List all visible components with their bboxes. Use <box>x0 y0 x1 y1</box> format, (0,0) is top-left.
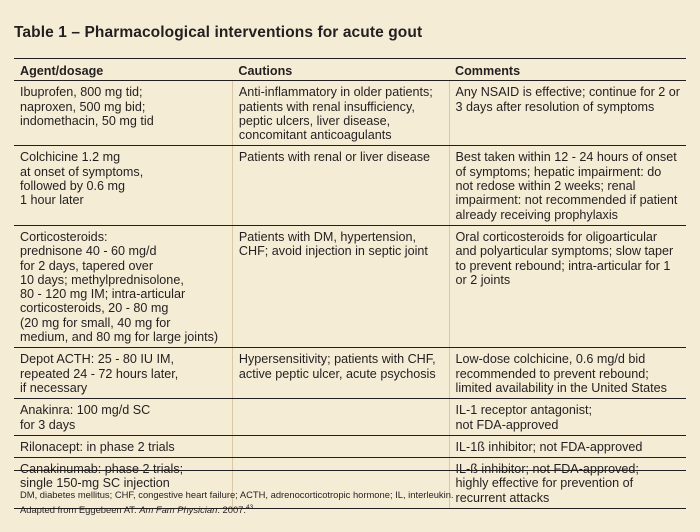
cautions-cell <box>232 399 449 436</box>
table-row <box>14 225 686 347</box>
agent-cell <box>14 399 232 436</box>
cell-line: active peptic ulcer, acute psychosis <box>238 366 436 381</box>
cell-line: patients with renal insufficiency, <box>238 99 415 114</box>
cell-line: for 3 days <box>20 417 76 432</box>
bottom-rule <box>14 470 686 471</box>
cell-line: concomitant anticoagulants <box>238 128 392 143</box>
cell-line: 10 days; methylprednisolone, <box>20 272 184 287</box>
cell-line: peptic ulcers, liver disease, <box>238 113 391 128</box>
comments-cell <box>449 399 686 436</box>
cell-line: limited availability in the United States <box>455 380 667 395</box>
footnote-source <box>20 504 253 515</box>
cell-line: 3 days after resolution of symptoms <box>455 99 655 114</box>
table-row <box>14 399 686 436</box>
comments-cell <box>449 146 686 225</box>
cell-line: Ibuprofen, 800 mg tid; <box>20 85 143 100</box>
cell-line: Anti-inflammatory in older patients; <box>238 85 433 100</box>
cautions-cell <box>232 225 449 347</box>
cell-line: Depot ACTH: 25 - 80 IU IM, <box>20 352 174 367</box>
agent-cell <box>14 348 232 399</box>
cell-line: recurrent attacks <box>455 490 550 505</box>
table-row <box>14 348 686 399</box>
cell-line: prednisone 40 - 60 mg/d <box>20 244 157 259</box>
cell-line: followed by 0.6 mg <box>20 179 126 194</box>
cell-line: Any NSAID is effective; continue for 2 or <box>455 85 680 100</box>
cell-line: 80 - 120 mg IM; intra-articular <box>20 287 186 302</box>
cell-line: Rilonacept: in phase 2 trials <box>20 439 175 454</box>
cell-line: already receiving prophylaxis <box>455 207 618 222</box>
cautions-cell <box>232 348 449 399</box>
cell-line: CHF; avoid injection in septic joint <box>238 244 428 259</box>
cell-line: indomethacin, 50 mg tid <box>20 113 154 128</box>
cell-line: Colchicine 1.2 mg <box>20 150 121 165</box>
cell-line: to prevent rebound; intra-articular for 1 <box>455 258 671 273</box>
header-agent: Agent/dosage <box>14 59 232 81</box>
cell-line: naproxen, 500 mg bid; <box>20 99 146 114</box>
table-body <box>14 81 686 509</box>
agent-cell <box>14 435 232 457</box>
cell-line: not FDA-approved <box>455 417 559 432</box>
cell-line: (20 mg for small, 40 mg for <box>20 315 171 330</box>
cell-line: repeated 24 - 72 hours later, <box>20 366 179 381</box>
source-prefix: Adapted from Eggebeen AT. <box>20 504 140 516</box>
source-journal: Am Fam Physician <box>139 504 218 516</box>
cautions-cell <box>232 435 449 457</box>
table-row <box>14 458 686 509</box>
interventions-table <box>14 58 686 509</box>
cell-line: IL-ß inhibitor; not FDA-approved; <box>455 462 639 477</box>
agent-cell <box>14 458 232 509</box>
cell-line: Oral corticosteroids for oligoarticular <box>455 229 658 244</box>
agent-cell <box>14 81 232 146</box>
cell-line: single 150-mg SC injection <box>20 476 170 491</box>
cell-line: Anakinra: 100 mg/d SC <box>20 403 151 418</box>
agent-cell <box>14 146 232 225</box>
header-cautions: Cautions <box>232 59 449 81</box>
cell-line: Low-dose colchicine, 0.6 mg/d bid <box>455 352 646 367</box>
cell-line: not redose within 2 weeks; renal <box>455 179 636 194</box>
cell-line: Canakinumab: phase 2 trials; <box>20 462 184 477</box>
comments-cell <box>449 348 686 399</box>
table-row <box>14 435 686 457</box>
cautions-cell <box>232 146 449 225</box>
cell-line: impairment: not recommended if patient <box>455 193 678 208</box>
source-suffix: . 2007. <box>217 504 247 516</box>
cell-line: Patients with DM, hypertension, <box>238 229 416 244</box>
comments-cell <box>449 225 686 347</box>
cell-line: Corticosteroids: <box>20 229 108 244</box>
cell-line: if necessary <box>20 380 88 395</box>
header-row <box>14 59 686 81</box>
cell-line: IL-1ß inhibitor; not FDA-approved <box>455 439 643 454</box>
agent-cell <box>14 225 232 347</box>
cell-line: 1 hour later <box>20 193 84 208</box>
cell-line: for 2 days, tapered over <box>20 258 154 273</box>
cell-line: of symptoms; hepatic impairment: do <box>455 164 662 179</box>
comments-cell <box>449 81 686 146</box>
cautions-cell <box>232 458 449 509</box>
cell-line: Hypersensitivity; patients with CHF, <box>238 352 436 367</box>
footnote-abbreviations: DM, diabetes mellitus; CHF, congestive heart failure; ACTH, adrenocorticotropic hormone; IL, interleukin. <box>20 489 454 500</box>
comments-cell <box>449 458 686 509</box>
cell-line: or 2 joints <box>455 272 511 287</box>
cell-line: Best taken within 12 - 24 hours of onset <box>455 150 677 165</box>
source-ref: 43 <box>246 504 254 511</box>
cell-line: at onset of symptoms, <box>20 164 144 179</box>
cell-line: medium, and 80 mg for large joints) <box>20 330 219 345</box>
table-row <box>14 146 686 225</box>
cell-line: highly effective for prevention of <box>455 476 634 491</box>
cell-line: and polyarticular symptoms; slow taper <box>455 244 674 259</box>
table-row <box>14 81 686 146</box>
cell-line: IL-1 receptor antagonist; <box>455 403 593 418</box>
cautions-cell <box>232 81 449 146</box>
cell-line: corticosteroids, 20 - 80 mg <box>20 301 169 316</box>
cell-line: recommended to prevent rebound; <box>455 366 649 381</box>
header-comments: Comments <box>449 59 686 81</box>
comments-cell <box>449 435 686 457</box>
cell-line: Patients with renal or liver disease <box>238 150 431 165</box>
table-title: Table 1 – Pharmacological interventions for acute gout <box>14 24 423 41</box>
